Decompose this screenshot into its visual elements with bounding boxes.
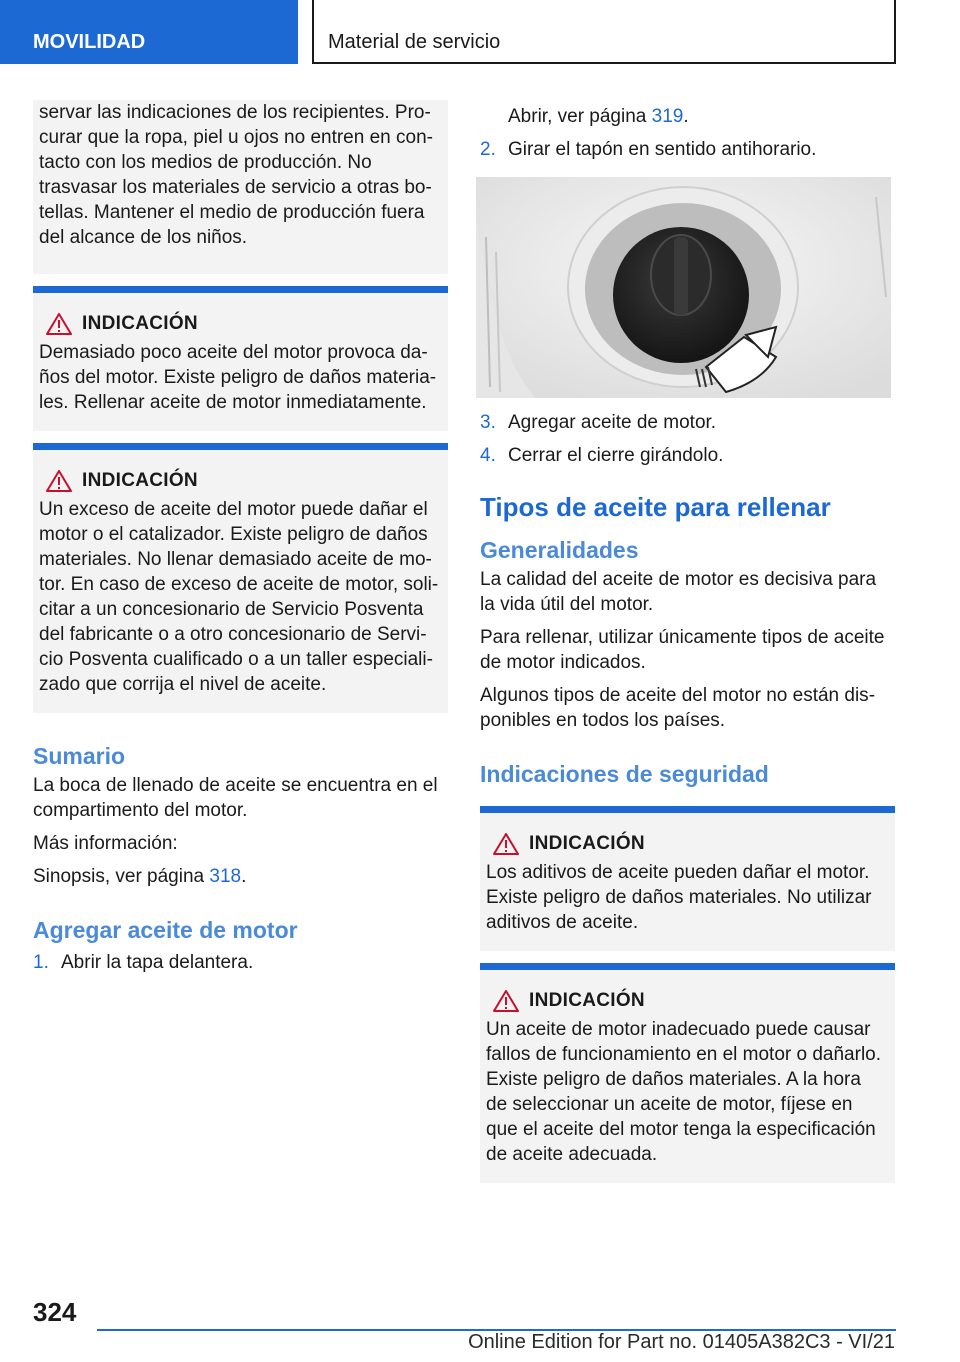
warning-text: Un aceite de motor inadecuado puede causar fallos de funcionamiento en el motor o dañarlo. Existe peligro de daños materiales. A la hora de seleccionar un aceite de motor, fíjese en que el aceite del motor tenga la especificación de aceite adecuada.: [486, 1019, 882, 1165]
warning-text: Demasiado poco aceite del motor provoca daños del motor. Existe peligro de daños materiales. Rellenar aceite de motor inmediatamente.: [39, 342, 437, 413]
warning-box: [33, 286, 448, 431]
page-number: 324: [33, 1297, 77, 1327]
header-section-tab: MOVILIDAD: [0, 0, 298, 64]
step-item: [480, 137, 895, 162]
reference-text: Sinopsis, ver página: [33, 866, 210, 887]
sumario-paragraph: La boca de llenado de aceite se encuentra en el compartimento del motor.: [33, 775, 438, 821]
step-continuation: Abrir, ver página 319.: [508, 106, 689, 127]
section-heading-seguridad: Indicaciones de seguridad: [480, 761, 769, 787]
step-text: Cerrar el cierre girándolo.: [508, 445, 724, 466]
step-text: Agregar aceite de motor.: [508, 412, 717, 433]
warning-box: [480, 963, 895, 1183]
sumario-reference: Sinopsis, ver página 318.: [33, 866, 247, 887]
section-heading-tipos: Tipos de aceite para rellenar: [480, 492, 831, 522]
left-column: [33, 100, 448, 975]
step-item: [33, 950, 448, 975]
generalidades-paragraph: Para rellenar, utilizar únicamente tipos de aceite de motor indicados.: [480, 627, 885, 673]
oil-filler-cap-illustration: [476, 177, 891, 398]
warning-triangle-icon: [490, 833, 522, 855]
step-text: Abrir, ver página: [508, 106, 652, 127]
warning-box: [33, 443, 448, 713]
generalidades-paragraph: Algunos tipos de aceite del motor no están disponibles en todos los países.: [480, 685, 876, 731]
step-item: [480, 443, 895, 468]
generalidades-paragraph: La calidad del aceite de motor es decisiva para la vida útil del motor.: [480, 569, 877, 615]
step-text: Abrir la tapa delantera.: [61, 952, 254, 973]
section-heading-generalidades: Generalidades: [480, 537, 639, 563]
warning-title: INDICACIÓN: [82, 470, 198, 491]
section-heading-sumario: Sumario: [33, 743, 126, 769]
sumario-more-info: Más información:: [33, 833, 178, 854]
warning-triangle-icon: [43, 313, 75, 335]
warning-triangle-icon: [43, 470, 75, 492]
warning-text: Los aditivos de aceite pueden dañar el motor. Existe peligro de daños materiales. No utilizar aditivos de aceite.: [486, 862, 872, 933]
step-item: [480, 410, 895, 435]
page-link-318[interactable]: 318: [209, 866, 242, 887]
warning-title: INDICACIÓN: [529, 833, 645, 854]
warning-title: INDICACIÓN: [82, 313, 198, 334]
step-number: 2.: [480, 139, 496, 160]
warning-triangle-icon: [490, 990, 522, 1012]
step-text: Girar el tapón en sentido antihorario.: [508, 139, 817, 160]
intro-note-text: servar las indicaciones de los recipientes. Procurar que la ropa, piel u ojos no entren en contacto con los medios de producción. No trasvasar los materiales de servicio a otras botellas. Mantener el medio de producción fuera del alcance de los niños.: [39, 102, 433, 248]
intro-note: [33, 100, 448, 274]
footer-edition: Online Edition for Part no. 01405A382C3 - VI/21: [468, 1331, 895, 1353]
header-title: Material de servicio: [312, 0, 896, 64]
warning-title: INDICACIÓN: [529, 990, 645, 1011]
step-number: 3.: [480, 412, 496, 433]
step-number: 4.: [480, 445, 496, 466]
warning-box: [480, 806, 895, 951]
right-column: [480, 104, 895, 1183]
oil-filler-cap-photo: [476, 177, 891, 398]
section-heading-agregar: Agregar aceite de motor: [33, 917, 298, 943]
warning-text: Un exceso de aceite del motor puede dañar el motor o el catalizador. Existe peligro de daños materiales. No llenar demasiado aceite de motor. En caso de exceso de aceite de motor, solicitar a un concesionario de Servicio Posventa del fabricante o a otro concesionario de Servicio Posventa cualificado o a un taller especializado que corrija el nivel de aceite.: [39, 499, 439, 695]
page-link-319[interactable]: 319: [651, 106, 684, 127]
step-number: 1.: [33, 952, 49, 973]
